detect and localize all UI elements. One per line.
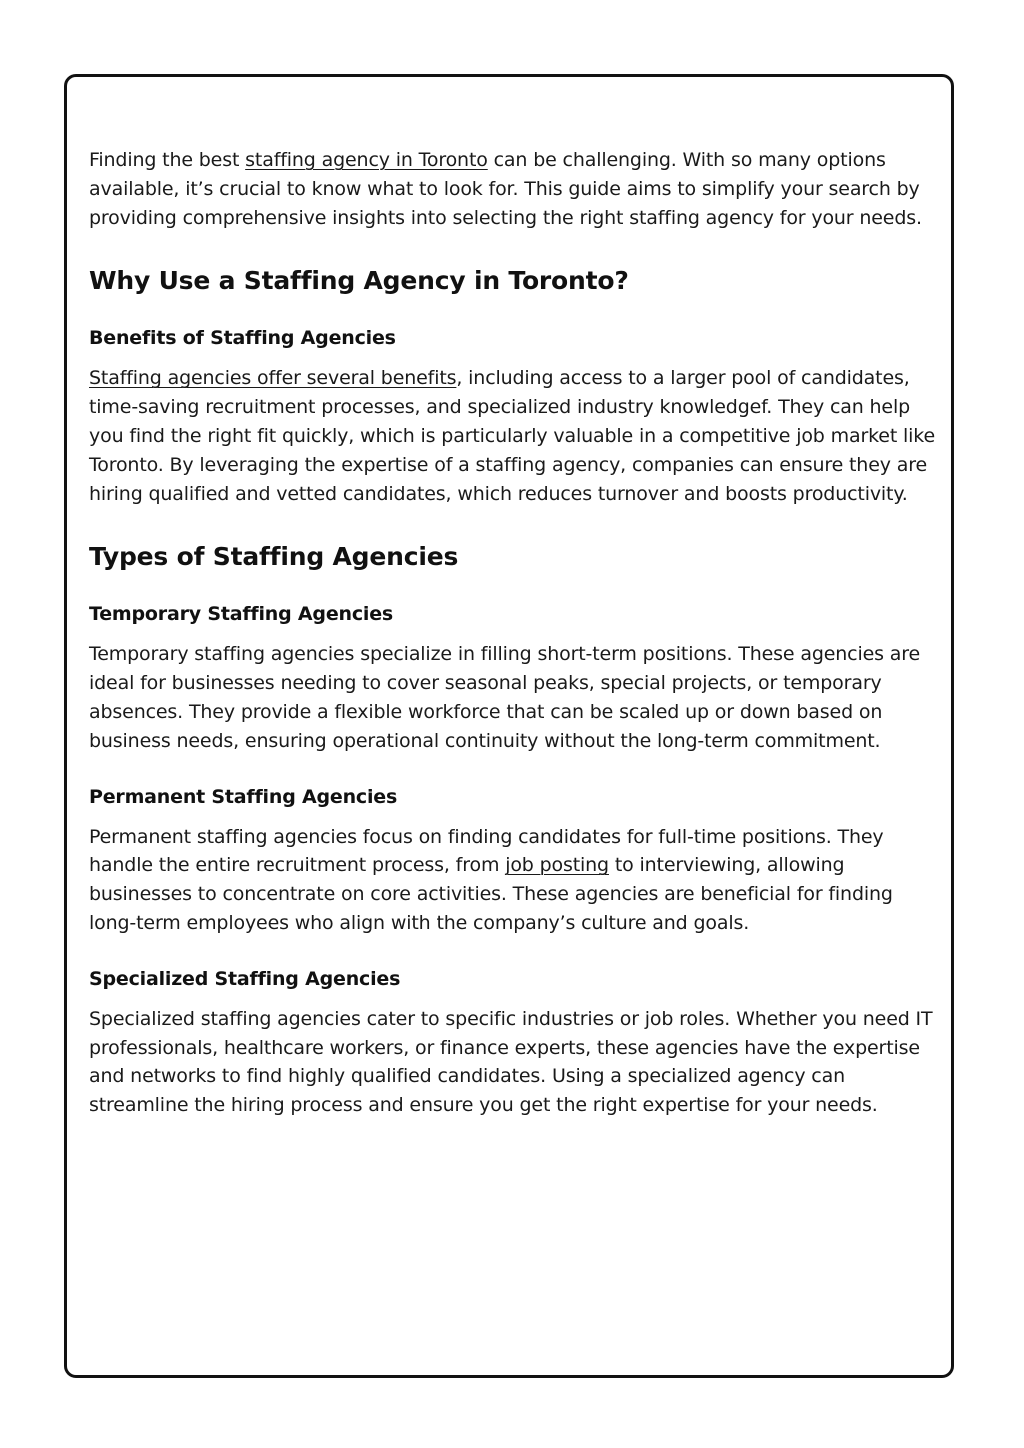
section-heading-types: Types of Staffing Agencies <box>89 542 459 572</box>
temporary-paragraph: Temporary staffing agencies specialize in filling short-term positions. These agencies are ideal for businesses needing to cover seasonal peaks, special projects, or temporary absences. They provide a flexible workforce that can be scaled up or down based on business needs, ensuring operational continuity without the long-term commitment. <box>89 643 921 752</box>
intro-paragraph <box>89 146 935 232</box>
subheading-benefits: Benefits of Staffing Agencies <box>89 327 396 350</box>
intro-text-end: can be challenging. With so many options available, it’s crucial to know what to look for. This guide aims to simplify your search by providing comprehensive insights into selecting the right staffing agency for your needs. <box>89 149 922 229</box>
benefits-paragraph <box>89 364 935 508</box>
subheading-specialized: Specialized Staffing Agencies <box>89 967 401 990</box>
permanent-text-start: Permanent staffing agencies focus on finding candidates for full-time positions. They handle the entire recruitment process, from <box>89 825 884 877</box>
job-posting-link[interactable]: job posting <box>505 854 609 877</box>
intro-text-start: Finding the best <box>89 149 246 171</box>
permanent-paragraph <box>89 823 935 938</box>
subheading-temporary: Temporary Staffing Agencies <box>89 603 393 626</box>
subheading-permanent: Permanent Staffing Agencies <box>89 785 398 808</box>
benefits-text: , including access to a larger pool of candidates, time-saving recruitment processes, and specialized industry knowledgef. They can help you find the right fit quickly, which is particularly valuable in a competitive job market like Toronto. By leveraging the expertise of a staffing agency, companies can ensure they are hiring qualified and vetted candidates, which reduces turnover and boosts productivity. <box>89 367 936 505</box>
specialized-paragraph: Specialized staffing agencies cater to specific industries or job roles. Whether you need IT professionals, healthcare workers, or finance experts, these agencies have the expertise and networks to find highly qualified candidates. Using a specialized agency can streamline the hiring process and ensure you get the right expertise for your needs. <box>89 1007 933 1117</box>
section-heading-why-use: Why Use a Staffing Agency in Toronto? <box>89 266 629 296</box>
staffing-agency-toronto-link[interactable]: staffing agency in Toronto <box>245 149 488 171</box>
article-content <box>89 146 935 1120</box>
permanent-text-end: to interviewing, allowing businesses to concentrate on core activities. These agencies are beneficial for finding long-term employees who align with the company’s culture and goals. <box>89 854 893 934</box>
staffing-benefits-link[interactable]: Staffing agencies offer several benefits <box>89 367 457 390</box>
